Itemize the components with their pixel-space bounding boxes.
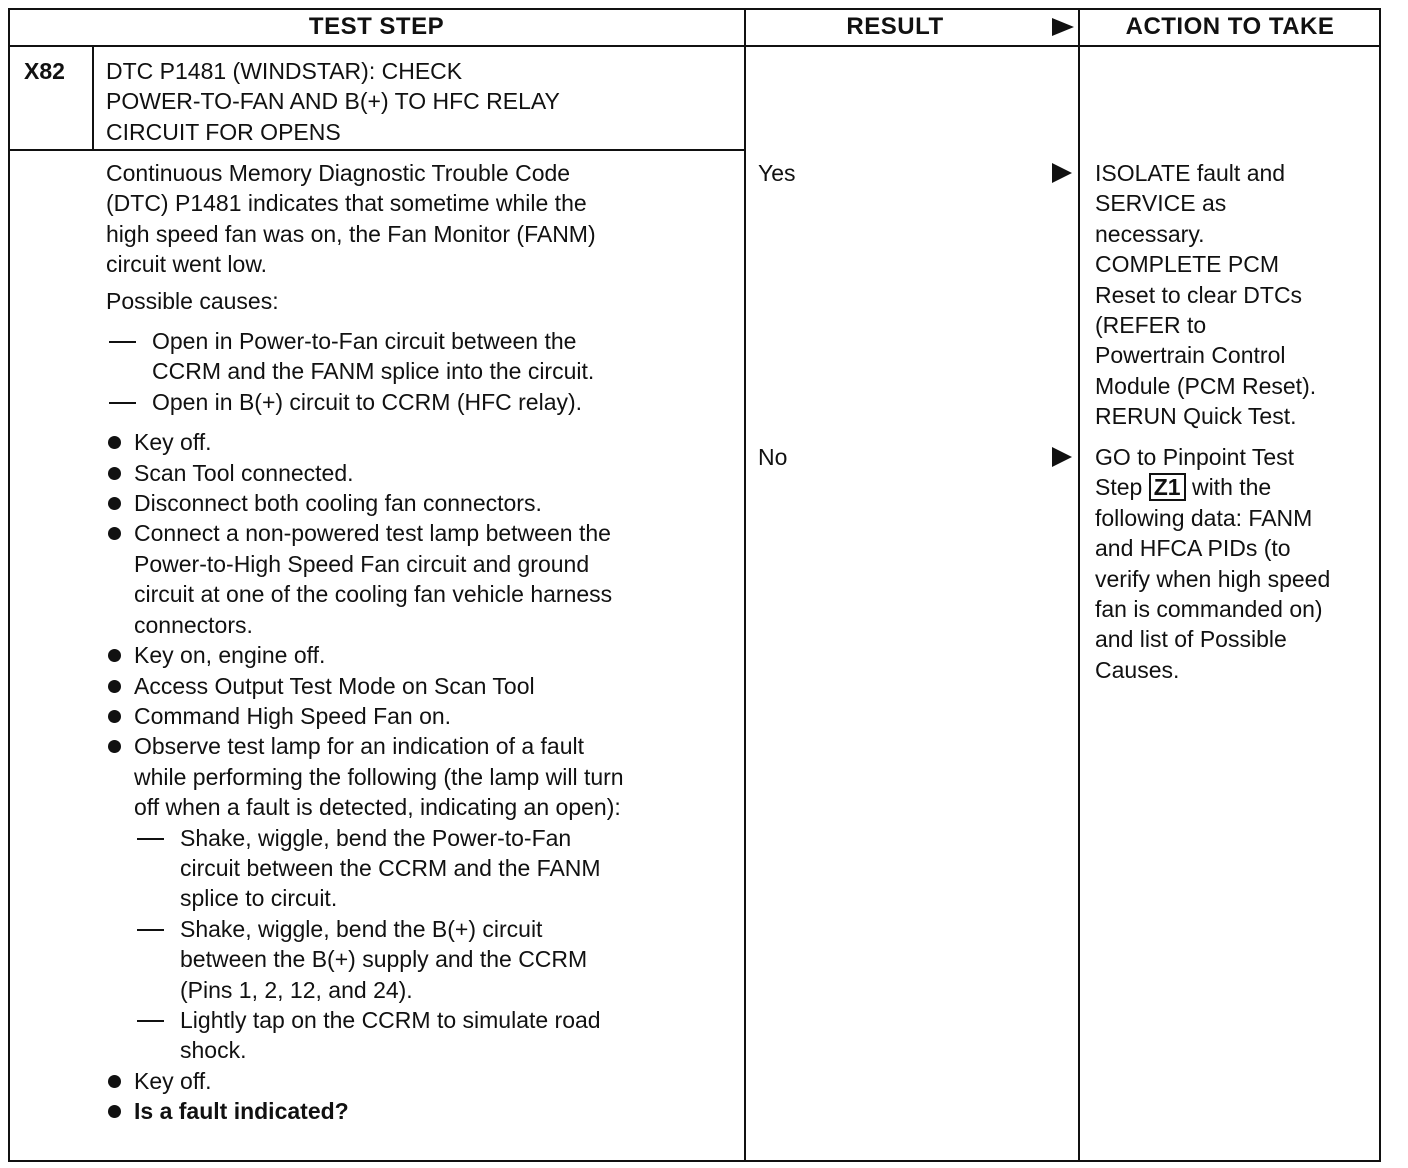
cause-line: Open in Power-to-Fan circuit between the bbox=[152, 328, 577, 355]
cause-item bbox=[106, 326, 736, 387]
procedure-line: Scan Tool connected. bbox=[134, 459, 354, 486]
result-yes: Yes bbox=[758, 160, 796, 186]
sub-procedure-line: (Pins 1, 2, 12, and 24). bbox=[180, 976, 413, 1003]
procedure-list bbox=[106, 427, 736, 1126]
procedure-line: Power-to-High Speed Fan circuit and ground bbox=[134, 550, 590, 577]
sub-procedure-line: splice to circuit. bbox=[180, 885, 338, 912]
procedure-line: Key off. bbox=[134, 429, 212, 456]
sub-procedure-line: Shake, wiggle, bend the B(+) circuit bbox=[180, 915, 543, 942]
sub-procedure-item bbox=[134, 823, 736, 914]
description-line: (DTC) P1481 indicates that sometime while the bbox=[106, 190, 587, 217]
result-divider bbox=[744, 8, 746, 1162]
step-id: X82 bbox=[24, 58, 65, 84]
description-line: high speed fan was on, the Fan Monitor (FANM) bbox=[106, 220, 596, 247]
procedure-line: Disconnect both cooling fan connectors. bbox=[134, 490, 542, 517]
procedure-item bbox=[106, 488, 736, 518]
procedure-line: connectors. bbox=[134, 611, 253, 638]
action-line: COMPLETE PCM bbox=[1095, 251, 1280, 278]
sub-procedure-line: shock. bbox=[180, 1037, 247, 1064]
header-test-step: TEST STEP bbox=[308, 13, 445, 40]
action-line: Module (PCM Reset). bbox=[1095, 372, 1317, 399]
procedure-item bbox=[106, 427, 736, 457]
step-id-divider bbox=[92, 45, 94, 150]
step-title-line: CIRCUIT FOR OPENS bbox=[106, 118, 341, 145]
step-title-line: POWER-TO-FAN AND B(+) TO HFC RELAY bbox=[106, 88, 560, 115]
sub-procedure-item bbox=[134, 1005, 736, 1066]
title-rule bbox=[8, 149, 745, 151]
procedure-line: while performing the following (the lamp will turn bbox=[134, 763, 624, 790]
sub-procedure-list bbox=[134, 823, 736, 1066]
step-title-line: DTC P1481 (WINDSTAR): CHECK bbox=[106, 58, 463, 84]
procedure-item bbox=[106, 701, 736, 731]
procedure-item bbox=[106, 640, 736, 670]
procedure-line: Connect a non-powered test lamp between the bbox=[134, 520, 611, 547]
procedure-item bbox=[106, 518, 736, 640]
sub-procedure-line: between the B(+) supply and the CCRM bbox=[180, 946, 588, 973]
action-line: GO to Pinpoint Test bbox=[1095, 444, 1295, 470]
procedure-line: Access Output Test Mode on Scan Tool bbox=[134, 672, 535, 699]
action-step-line bbox=[1095, 472, 1330, 502]
action-line: RERUN Quick Test. bbox=[1095, 403, 1297, 430]
action-line: (REFER to bbox=[1095, 312, 1207, 339]
cause-item bbox=[106, 387, 736, 417]
action-line: SERVICE as bbox=[1095, 190, 1227, 217]
possible-causes-label: Possible causes: bbox=[106, 287, 279, 314]
action-line: Causes. bbox=[1095, 656, 1180, 683]
description bbox=[106, 158, 736, 280]
result-no: No bbox=[758, 444, 788, 470]
procedure-line: Key on, engine off. bbox=[134, 642, 326, 669]
action-line: and list of Possible bbox=[1095, 626, 1287, 653]
action-step-suffix: with the bbox=[1191, 474, 1272, 501]
procedure-item bbox=[106, 458, 736, 488]
sub-procedure-line: Lightly tap on the CCRM to simulate road bbox=[180, 1006, 601, 1033]
procedure-line: Command High Speed Fan on. bbox=[134, 702, 452, 729]
procedure-line: Observe test lamp for an indication of a fault bbox=[134, 733, 585, 760]
procedure-line: off when a fault is detected, indicating an open): bbox=[134, 794, 621, 821]
causes-list bbox=[106, 326, 736, 417]
step-reference-z1[interactable]: Z1 bbox=[1149, 473, 1186, 501]
step-title bbox=[106, 56, 560, 147]
procedure-item bbox=[106, 731, 736, 1065]
action-no bbox=[1095, 442, 1330, 685]
procedure-line: Key off. bbox=[134, 1067, 212, 1094]
procedure-question: Is a fault indicated? bbox=[134, 1098, 349, 1125]
result-no-arrow-icon bbox=[1052, 447, 1072, 467]
action-step-prefix: Step bbox=[1095, 474, 1143, 501]
action-divider bbox=[1078, 8, 1080, 1162]
description-line: Continuous Memory Diagnostic Trouble Code bbox=[106, 160, 571, 186]
procedure-item bbox=[106, 1066, 736, 1096]
action-line: following data: FANM bbox=[1095, 504, 1313, 531]
procedure-item-question bbox=[106, 1096, 736, 1126]
action-line: and HFCA PIDs (to bbox=[1095, 535, 1291, 562]
sub-procedure-item bbox=[134, 914, 736, 1005]
procedure-item bbox=[106, 671, 736, 701]
cause-line: CCRM and the FANM splice into the circuit. bbox=[152, 358, 595, 385]
procedure-line: circuit at one of the cooling fan vehicle harness bbox=[134, 581, 613, 608]
result-yes-arrow-icon bbox=[1052, 163, 1072, 183]
header-result: RESULT bbox=[846, 13, 944, 40]
header-action: ACTION TO TAKE bbox=[1125, 13, 1335, 40]
action-line: Powertrain Control bbox=[1095, 342, 1286, 369]
header-rule bbox=[8, 45, 1381, 47]
action-line: fan is commanded on) bbox=[1095, 596, 1323, 623]
sub-procedure-line: circuit between the CCRM and the FANM bbox=[180, 854, 601, 881]
action-line: Reset to clear DTCs bbox=[1095, 281, 1303, 308]
action-yes bbox=[1095, 158, 1316, 432]
cause-line: Open in B(+) circuit to CCRM (HFC relay). bbox=[152, 388, 583, 415]
action-line: verify when high speed bbox=[1095, 565, 1331, 592]
header-arrow-icon bbox=[1052, 18, 1074, 36]
description-line: circuit went low. bbox=[106, 251, 268, 278]
action-line: necessary. bbox=[1095, 220, 1205, 247]
sub-procedure-line: Shake, wiggle, bend the Power-to-Fan bbox=[180, 824, 572, 851]
action-line: ISOLATE fault and bbox=[1095, 160, 1286, 186]
step-body bbox=[106, 158, 736, 1127]
